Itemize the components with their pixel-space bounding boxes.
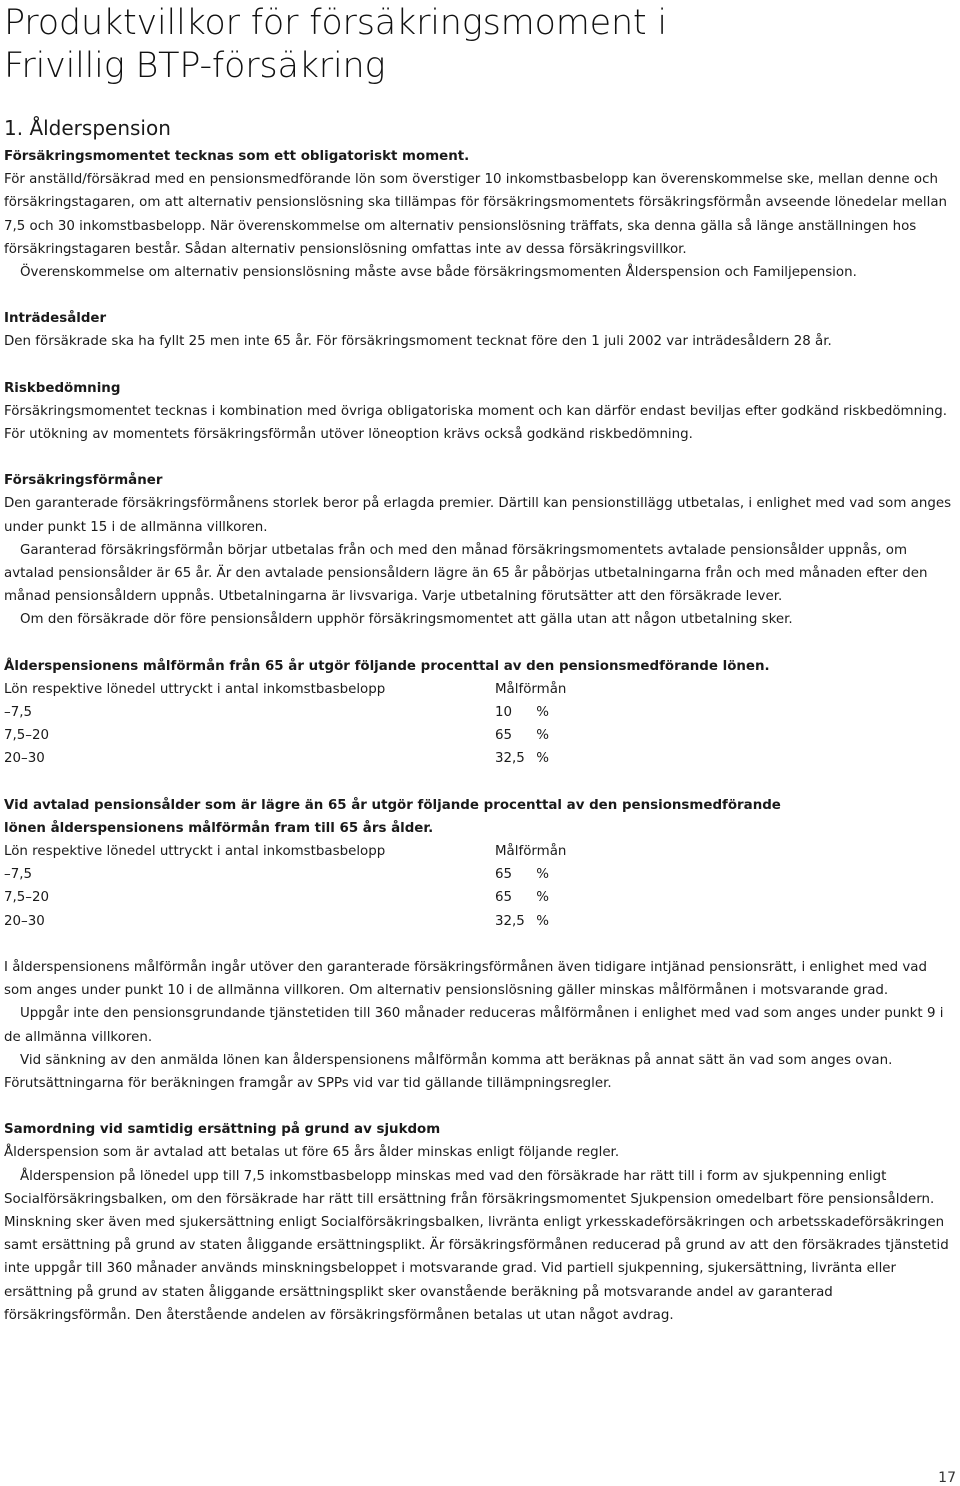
table-header-salary: Lön respektive lönedel uttryckt i antal inkomstbasbelopp — [4, 844, 386, 860]
title-line-1: Produktvillkor för försäkringsmoment i — [4, 3, 667, 43]
table-header-row — [4, 840, 566, 863]
entry-age-text: Den försäkrade ska ha fyllt 25 men inte 65 år. För försäkringsmoment tecknat före den 1 juli 2002 var inträdesåldern 28 år. — [4, 334, 832, 350]
table-cell-unit: % — [536, 705, 549, 721]
target-paragraph-3: Vid sänkning av den anmälda lönen kan ålderspensionens målförmån komma att beräknas på annat sätt än vad som anges ovan. Förutsättningarna för beräkningen framgår av SPPs vid var tid gällande tillämpningsregler. — [4, 1052, 893, 1091]
entry-age-heading: Inträdesålder — [4, 311, 107, 327]
table-row — [4, 910, 566, 933]
document-page — [4, 0, 952, 1327]
table-cell-value: 65 — [495, 867, 513, 883]
target-paragraph-1: I ålderspensionens målförmån ingår utöver den garanterade försäkringsförmånen även tidigare intjänad pensionsrätt, i enlighet med vad som anges under punkt 10 i de allmänna villkoren. Om alternativ pensionslösning gäller minskas målförmånen i motsvarande grad. — [4, 959, 927, 999]
section-title: 1. Ålderspension — [4, 116, 171, 140]
table-row — [4, 886, 566, 909]
benefits-paragraph-3: Om den försäkrade dör före pensionsåldern upphör försäkringsmomentet att gälla utan att någon utbetalning sker. — [20, 612, 793, 628]
page-number: 17 — [938, 1470, 956, 1486]
table-cell-unit: % — [536, 867, 549, 883]
table-header-row — [4, 678, 566, 701]
table-cell-unit: % — [536, 728, 549, 744]
obligatory-heading: Försäkringsmomentet tecknas som ett obligatoriskt moment. — [4, 149, 470, 164]
title-line-2: Frivillig BTP-försäkring — [4, 46, 386, 86]
table-cell-range: 7,5–20 — [4, 890, 50, 906]
table-cell-value: 32,5 — [495, 913, 525, 929]
table-cell-value: 10 — [495, 705, 513, 721]
coordination-heading: Samordning vid samtidig ersättning på grund av sjukdom — [4, 1122, 441, 1138]
table-header-benefit: Målförmån — [495, 844, 567, 860]
table-cell-value: 32,5 — [495, 751, 525, 767]
table-cell-value: 65 — [495, 890, 513, 906]
benefits-heading: Försäkringsförmåner — [4, 473, 163, 489]
table2-heading-line-2: lönen ålderspensionens målförmån fram till 65 års ålder. — [4, 820, 434, 836]
table-cell-range: –7,5 — [4, 867, 32, 883]
document-title — [4, 2, 952, 88]
target-benefit-table-2 — [4, 840, 566, 933]
benefits-paragraph-2: Garanterad försäkringsförmån börjar utbetalas från och med den månad försäkringsmomentets avtalade pensionsålder uppnås, om avtalad pensionsålder är 65 år. Är den avtalade pensionsåldern lägre än 65 år påbörjas utbetalningarna från och med månaden efter den månad pensionsåldern uppnås. Utbetalningarna är livsvariga. Varje utbetalning förutsätter att den försäkrade lever. — [4, 542, 928, 605]
coordination-paragraph-1: Ålderspension som är avtalad att betalas ut före 65 års ålder minskas enligt följande regler. — [4, 1145, 620, 1161]
table-row — [4, 863, 566, 886]
risk-heading: Riskbedömning — [4, 380, 121, 396]
risk-text: Försäkringsmomentet tecknas i kombination med övriga obligatoriska moment och kan därför endast beviljas efter godkänd riskbedömning. För utökning av momentets försäkringsförmån utöver löneoption krävs också godkänd riskbedömning. — [4, 403, 948, 443]
target-paragraph-2: Uppgår inte den pensionsgrundande tjänstetiden till 360 månader reduceras målförmånen i enlighet med vad som anges under punkt 9 i de allmänna villkoren. — [4, 1006, 944, 1045]
table-cell-unit: % — [536, 913, 549, 929]
table-cell-value: 65 — [495, 728, 513, 744]
table-cell-unit: % — [536, 751, 549, 767]
table-cell-range: 20–30 — [4, 913, 45, 929]
table-cell-range: 7,5–20 — [4, 728, 50, 744]
intro-paragraph: För anställd/försäkrad med en pensionsmedförande lön som överstiger 10 inkomstbasbelopp kan överenskommelse ske, mellan denne och försäkringstagaren, om att alternativ pensionslösning ska tillämpas för försäkringsmomentets försäkringsförmån avseende lönedelar mellan 7,5 och 30 inkomstbasbelopp. När överenskommelse om alternativ pensionslösning träffats, ska denna gälla så länge anställningen hos försäkringstagaren består. Sådan alternativ pensionslösning omfattas inte av dessa försäkringsvillkor. — [4, 172, 948, 257]
table-cell-unit: % — [536, 890, 549, 906]
benefits-paragraph-1: Den garanterade försäkringsförmånens storlek beror på erlagda premier. Därtill kan pensionstillägg utbetalas, i enlighet med vad som anges under punkt 15 i de allmänna villkoren. — [4, 496, 952, 535]
table2-heading-line-1: Vid avtalad pensionsålder som är lägre än 65 år utgör följande procenttal av den pensionsmedförande — [4, 797, 781, 813]
table-cell-range: –7,5 — [4, 705, 32, 721]
intro-paragraph-2: Överenskommelse om alternativ pensionslösning måste avse både försäkringsmomenten Ålderspension och Familjepension. — [20, 265, 857, 281]
table1-heading: Ålderspensionens målförmån från 65 år utgör följande procenttal av den pensionsmedförande lönen. — [4, 658, 770, 674]
table-row — [4, 724, 566, 747]
coordination-paragraph-2: Ålderspension på lönedel upp till 7,5 inkomstbasbelopp minskas med vad den försäkrade har rätt till i form av sjukpenning enligt Socialförsäkringsbalken, om den försäkrade har rätt till ersättning från försäkringsmomentet Sjukpension omedelbart före pensionsåldern. Minskning sker även med sjukersättning enligt Socialförsäkringsbalken, livränta enligt yrkesskadeförsäkringen och arbetsskadeförsäkringen samt ersättning på grund av staten åliggande ersättningsplikt. Är försäkringsförmånen reducerad på grund av att den försäkrades tjänstetid inte uppgår till 360 månader används minskningsbeloppet i motsvarande grad. Vid partiell sjukpenning, sjukersättning, livränta eller ersättning på grund av staten åliggande ersättningsplikt sker ovanstående beräkning på motsvarande andel av garanterad försäkringsförmån. Den återstående andelen av försäkringsförmånen betalas ut utan något avdrag. — [4, 1168, 949, 1323]
table-header-salary: Lön respektive lönedel uttryckt i antal inkomstbasbelopp — [4, 681, 386, 697]
target-benefit-table-1 — [4, 678, 566, 771]
table-row — [4, 747, 566, 770]
document-body — [4, 145, 952, 1327]
table-cell-range: 20–30 — [4, 751, 45, 767]
table-row — [4, 701, 566, 724]
table-header-benefit: Målförmån — [495, 681, 567, 697]
